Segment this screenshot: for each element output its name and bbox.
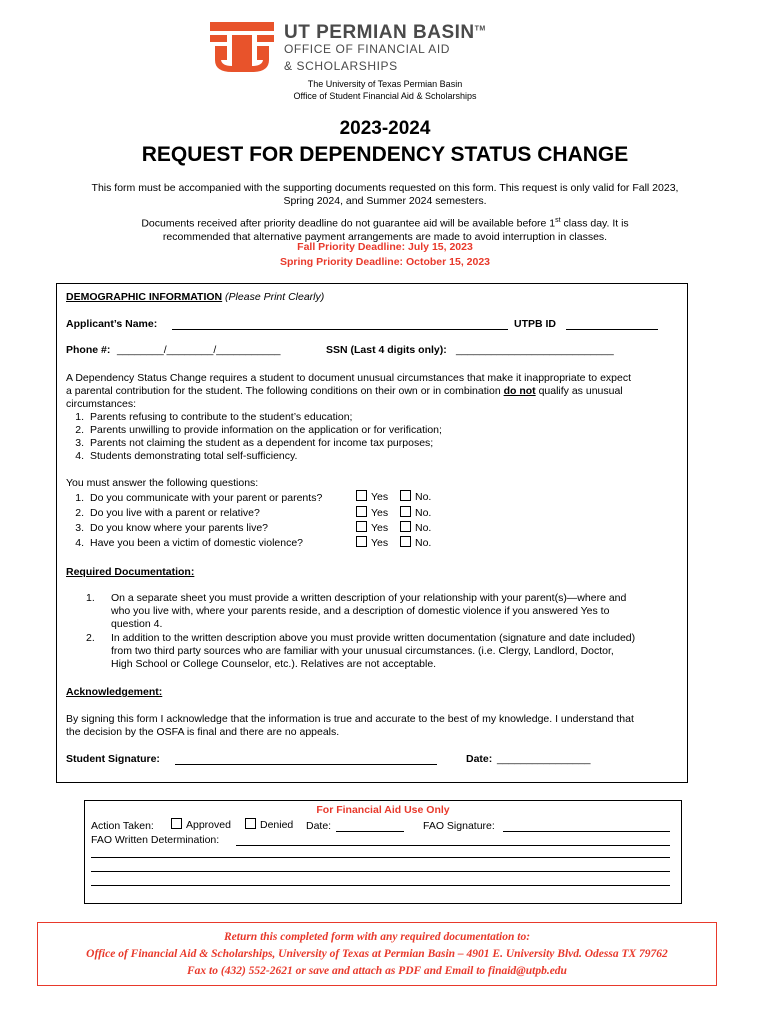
question-3: 3. Do you know where your parents live? <box>75 522 269 534</box>
required-docs-item-1: 1. On a separate sheet you must provide a written description of your relationship with your parent(s)—where and who you live with, where your parents reside, and a description of domestic violence if you answered Yes to question 4. <box>86 592 627 630</box>
approved-checkbox[interactable]: Approved <box>171 818 231 832</box>
phone-label: Phone #: <box>66 344 111 356</box>
conditions-list <box>66 411 442 463</box>
questions-intro: You must answer the following questions: <box>66 477 259 489</box>
return-instructions: Return this completed form with any required documentation to: Office of Financial Aid & Scholarships, University of Texas at Permian Basin – 4901 E. University Blvd. Odessa TX 79762 Fax to (432) 552-2621 or save and attach as PDF and Email to finaid@utpb.edu <box>86 931 668 977</box>
q3-no-checkbox[interactable]: No. <box>400 521 431 535</box>
fall-deadline: Fall Priority Deadline: July 15, 2023 <box>297 241 473 253</box>
q2-no-checkbox[interactable]: No. <box>400 506 431 520</box>
q1-yes-checkbox[interactable]: Yes <box>356 490 388 504</box>
conditions-paragraph: A Dependency Status Change requires a student to document unusual circumstances that make it inappropriate to expect a parental contribution for the student. The following conditions on their own or in combination do not qualify as unusual circumstances: <box>66 372 632 410</box>
action-taken-label: Action Taken: <box>91 820 154 832</box>
ssn-label: SSN (Last 4 digits only): <box>326 344 447 356</box>
question-4: 4. Have you been a victim of domestic violence? <box>75 537 304 549</box>
fao-determination-label: FAO Written Determination: <box>91 834 220 846</box>
office-name: Office of Student Financial Aid & Scholarships <box>293 91 477 101</box>
form-year: 2023-2024 <box>339 118 431 139</box>
q4-yes-checkbox[interactable]: Yes <box>356 536 388 550</box>
fao-determination-line[interactable] <box>91 885 670 886</box>
list-item: 1. Parents refusing to contribute to the student’s education; <box>75 411 353 423</box>
logo-office-line: OFFICE OF FINANCIAL AID <box>284 42 451 56</box>
student-signature-field[interactable] <box>175 753 437 765</box>
phone-field[interactable]: ________/________/___________ <box>117 344 281 356</box>
fao-determination-line[interactable] <box>91 871 670 872</box>
university-name: The University of Texas Permian Basin <box>307 79 463 89</box>
demographic-heading: DEMOGRAPHIC INFORMATION (Please Print Clearly) <box>66 291 325 303</box>
fao-date-field[interactable] <box>336 820 404 832</box>
logo-scholarships-line: & SCHOLARSHIPS <box>284 59 398 73</box>
applicant-name-label: Applicant’s Name: <box>66 318 158 330</box>
utpb-id-label: UTPB ID <box>514 318 556 330</box>
required-docs-item-2: 2. In addition to the written description above you must provide written documentation (signature and date included) from two third party sources who are familiar with your unusual circumstances. (i.e. Clergy, Landlord, Doctor, High School or College Counselor, etc.). Relatives are not acceptable. <box>86 632 636 670</box>
date-field[interactable]: ________________ <box>497 753 591 765</box>
list-item: 4. Students demonstrating total self-sufficiency. <box>75 450 298 462</box>
utpb-logo-icon <box>210 22 274 72</box>
intro-paragraph-1: This form must be accompanied with the supporting documents requested on this form. This request is only valid for Fall 2023, Spring 2024, and Summer 2024 semesters. <box>91 182 679 207</box>
list-item: 3. Parents not claiming the student as a dependent for income tax purposes; <box>75 437 434 449</box>
intro-paragraph-2: Documents received after priority deadline do not guarantee aid will be available before 1st class day. It is recommended that alternative payment arrangements are made to avoid interruption in classes. <box>141 217 629 243</box>
utpb-id-field[interactable] <box>566 318 658 330</box>
date-label: Date: <box>466 753 493 765</box>
acknowledgement-text: By signing this form I acknowledge that the information is true and accurate to the best of my knowledge. I understand that the decision by the OSFA is final and there are no appeals. <box>66 713 634 738</box>
ssn-field[interactable]: ___________________________ <box>456 344 614 356</box>
acknowledgement-heading: Acknowledgement: <box>66 686 163 698</box>
question-1: 1. Do you communicate with your parent or parents? <box>75 492 323 504</box>
fao-date-label: Date: <box>306 820 332 832</box>
q2-yes-checkbox[interactable]: Yes <box>356 506 388 520</box>
spring-deadline: Spring Priority Deadline: October 15, 2023 <box>279 256 491 268</box>
question-2: 2. Do you live with a parent or relative? <box>75 507 260 519</box>
trademark: TM <box>474 25 486 33</box>
fao-heading: For Financial Aid Use Only <box>316 804 450 816</box>
fao-determination-line[interactable] <box>91 857 670 858</box>
required-docs-heading: Required Documentation: <box>66 566 195 578</box>
q4-no-checkbox[interactable]: No. <box>400 536 431 550</box>
denied-checkbox[interactable]: Denied <box>245 818 293 832</box>
applicant-name-field[interactable] <box>172 318 508 330</box>
logo-title: UT PERMIAN BASIN™ <box>284 22 486 43</box>
form-title: REQUEST FOR DEPENDENCY STATUS CHANGE <box>141 143 629 166</box>
fao-determination-field[interactable] <box>236 834 670 846</box>
q3-yes-checkbox[interactable]: Yes <box>356 521 388 535</box>
student-signature-label: Student Signature: <box>66 753 160 765</box>
q1-no-checkbox[interactable]: No. <box>400 490 431 504</box>
fao-signature-label: FAO Signature: <box>423 820 495 832</box>
fao-signature-field[interactable] <box>503 820 670 832</box>
list-item: 2. Parents unwilling to provide information on the application or for verification; <box>75 424 442 436</box>
